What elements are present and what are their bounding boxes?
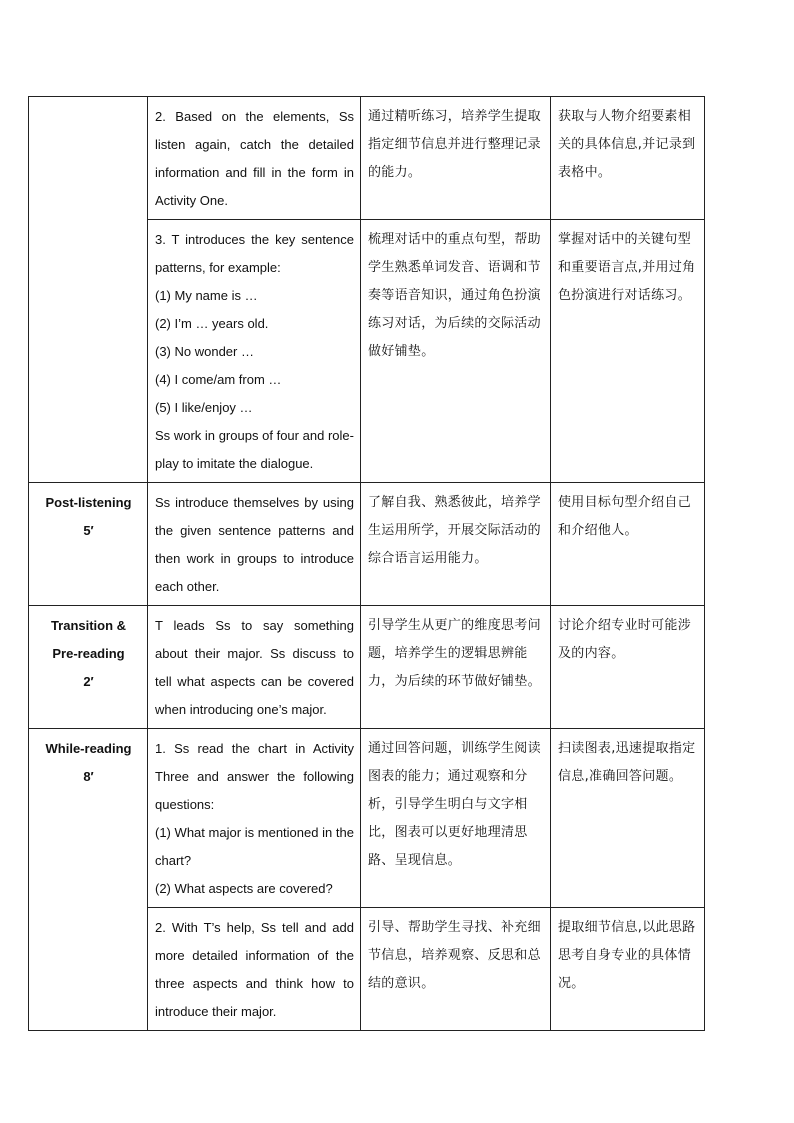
purpose-cell: 引导学生从更广的维度思考问题，培养学生的逻辑思辨能力，为后续的环节做好铺垫。 xyxy=(361,606,551,729)
table-row xyxy=(29,97,705,220)
activity-cell xyxy=(148,729,361,908)
activity-text: Ss work in groups of four and role-play to imitate the dialogue. xyxy=(155,428,354,471)
activity-text: 2. Based on the elements, Ss listen again, catch the detailed information and fill in the form in Activity One. xyxy=(155,109,354,208)
stage-name: Transition & xyxy=(50,618,127,633)
activity-text: 1. Ss read the chart in Activity Three and answer the following questions: xyxy=(155,741,354,812)
activity-text: (2) I’m … years old. xyxy=(155,316,269,331)
purpose-cell: 通过精听练习，培养学生提取指定细节信息并进行整理记录的能力。 xyxy=(361,97,551,220)
effect-cell: 讨论介绍专业时可能涉及的内容。 xyxy=(551,606,705,729)
purpose-cell: 梳理对话中的重点句型，帮助学生熟悉单词发音、语调和节奏等语音知识，通过角色扮演练习对话，为后续的交际活动做好铺垫。 xyxy=(361,220,551,483)
activity-cell xyxy=(148,220,361,483)
effect-cell: 掌握对话中的关键句型和重要语言点,并用过角色扮演进行对话练习。 xyxy=(551,220,705,483)
purpose-cell: 了解自我、熟悉彼此，培养学生运用所学，开展交际活动的综合语言运用能力。 xyxy=(361,483,551,606)
stage-name: Post-listening xyxy=(45,495,132,510)
table-row xyxy=(29,729,705,908)
effect-cell: 使用目标句型介绍自己和介绍他人。 xyxy=(551,483,705,606)
activity-text: (1) My name is … xyxy=(155,288,258,303)
stage-time: 5′ xyxy=(83,523,94,538)
activity-text: (3) No wonder … xyxy=(155,344,254,359)
purpose-cell: 通过回答问题，训练学生阅读图表的能力；通过观察和分析，引导学生明白与文字相比，图表可以更好地理清思路、呈现信息。 xyxy=(361,729,551,908)
effect-cell: 扫读图表,迅速提取指定信息,准确回答问题。 xyxy=(551,729,705,908)
activity-text: (5) I like/enjoy … xyxy=(155,400,253,415)
table-row xyxy=(29,606,705,729)
stage-name: Pre-reading xyxy=(52,646,125,661)
stage-cell-listening-continued xyxy=(29,97,148,483)
effect-cell: 获取与人物介绍要素相关的具体信息,并记录到表格中。 xyxy=(551,97,705,220)
activity-cell xyxy=(148,97,361,220)
activity-cell xyxy=(148,908,361,1031)
stage-time: 2′ xyxy=(83,674,94,689)
stage-cell xyxy=(29,606,148,729)
stage-cell xyxy=(29,483,148,606)
activity-text: (2) What aspects are covered? xyxy=(155,881,333,896)
activity-cell xyxy=(148,606,361,729)
lesson-plan-table xyxy=(28,96,705,1031)
effect-cell: 提取细节信息,以此思路思考自身专业的具体情况。 xyxy=(551,908,705,1031)
stage-name: While-reading xyxy=(45,741,132,756)
activity-text: 2. With T’s help, Ss tell and add more detailed information of the three aspects and think how to introduce their major. xyxy=(155,920,354,1019)
activity-cell xyxy=(148,483,361,606)
activity-text: (1) What major is mentioned in the chart? xyxy=(155,825,354,868)
stage-cell xyxy=(29,729,148,1031)
purpose-cell: 引导、帮助学生寻找、补充细节信息，培养观察、反思和总结的意识。 xyxy=(361,908,551,1031)
activity-text: 3. T introduces the key sentence patterns, for example: xyxy=(155,232,354,275)
activity-text: T leads Ss to say something about their major. Ss discuss to tell what aspects can be covered when introducing one’s major. xyxy=(155,618,354,717)
activity-text: (4) I come/am from … xyxy=(155,372,282,387)
stage-time: 8′ xyxy=(83,769,94,784)
table-row xyxy=(29,483,705,606)
activity-text: Ss introduce themselves by using the given sentence patterns and then work in groups to introduce each other. xyxy=(155,495,354,594)
